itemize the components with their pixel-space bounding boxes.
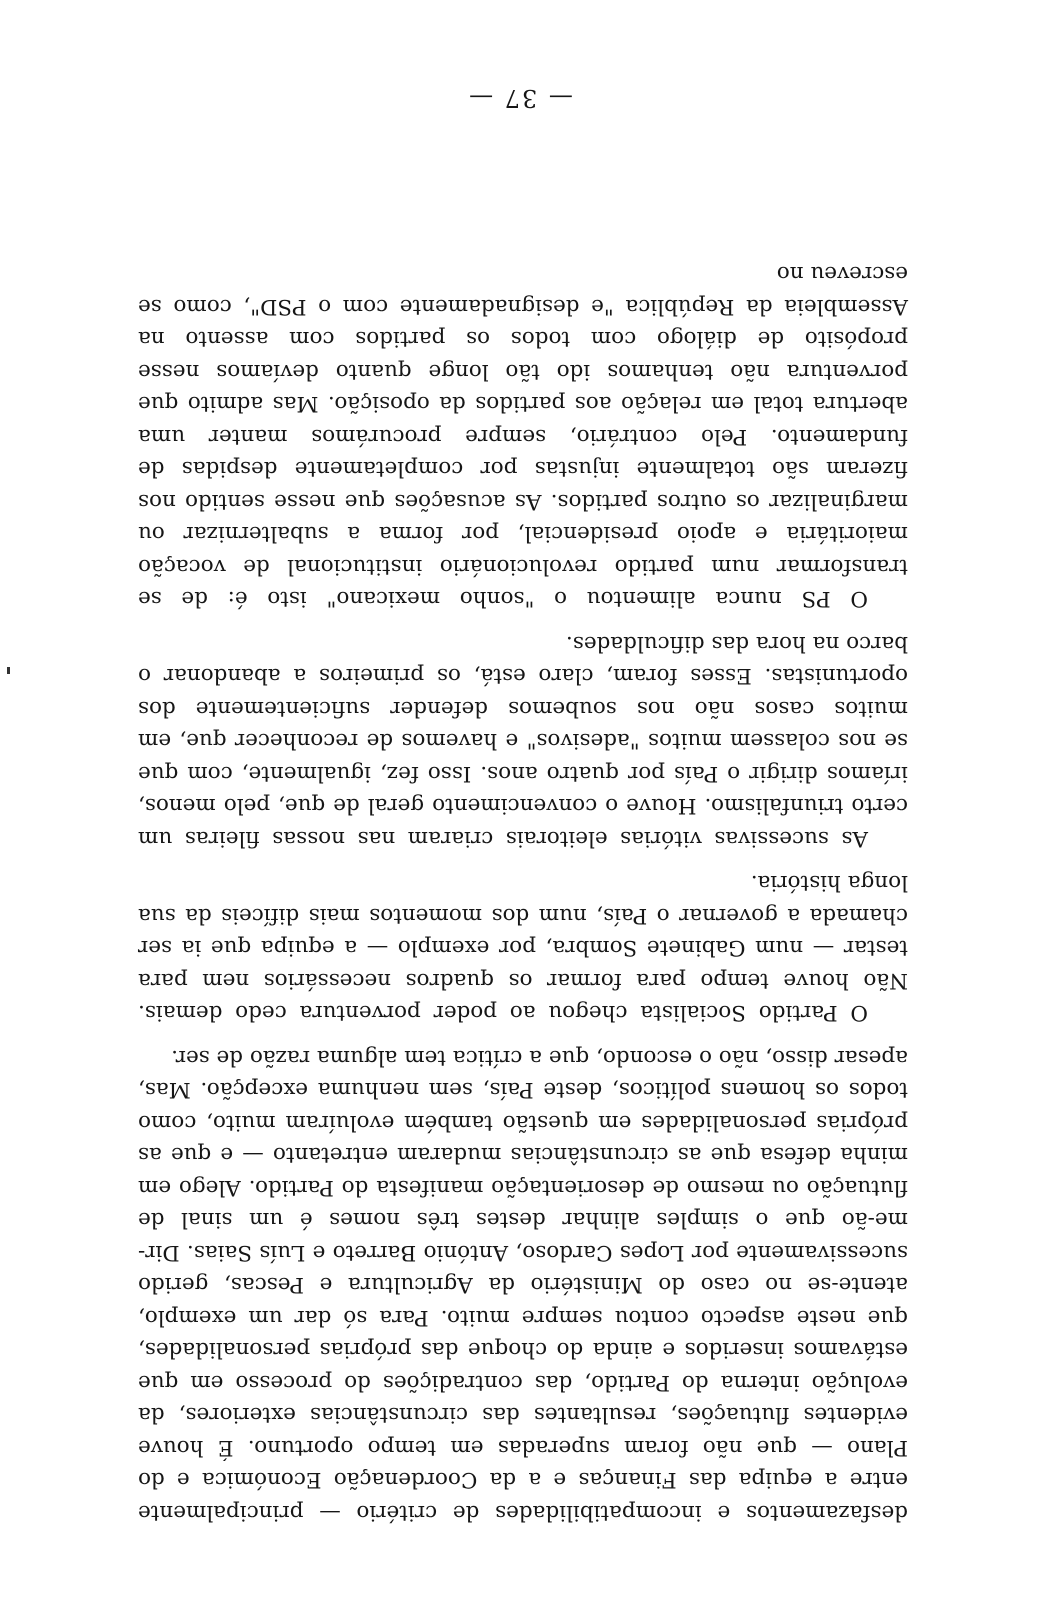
paragraph-2: O Partido Socialista chegou ao poder porventura cedo demais. Não houve tempo para formar os quadros necessários nem para testar — num Gabinete Sombra, por exemplo — a equipa que ia ser chamada a governar o País, num dos momentos mais difíceis da sua longa história. — [138, 870, 908, 1026]
paragraph-1: desfazamentos e incompatibilidades de critério — principalmente entre a equipa das Finanças e a da Coordenação Económica e do Plano — que não foram superadas em tempo oportuno. É houve evidentes flutuações, resultantes das circunstâncias exteriores, da evolução interna do Partido, das contradições do processo em que estávamos inseridos e ainda do choque das próprias personalidades, que neste aspecto contou sempre muito. Para só dar um exemplo, atente-se no caso do Ministério da Agricultura e Pescas, gerido sucessivamente por Lopes Cardoso, António Barreto e Luís Saias. Dir-me-ão que o simples alinhar destes três nomes é um sinal de flutuação ou mesmo de desorientação manifesta do Partido. Alego em minha defesa que as circunstâncias mudaram entretanto — e que as próprias personalidades em questão também evoluíram muito, como todos os homens políticos, deste País, sem nenhuma excepção. Mas, apesar disso, não o escondo, que a crítica tem alguma razão de ser. — [138, 1045, 908, 1525]
scan-speck — [7, 667, 10, 674]
page-number: — 37 — — [467, 84, 573, 112]
paragraph-4: O PS nunca alimentou o "sonho mexicano" isto é: de se transformar num partido revolucionário institucional de vocação maioritária e apoio presidencial, por forma a subalternizar ou marginalizar os outros partidos. As acusações que nesse sentido nos fizeram são totalmente injustas por completamente despidas de fundamento. Pelo contrário, sempre procurámos manter uma abertura total em relação aos partidos da oposição. Mas admito que porventura não tenhamos ido tão longe quanto devíamos nesse propósito de diálogo com todos os partidos com assento na Assembleia da República "e designadamente com o PSD", como se escreveu no — [138, 261, 908, 612]
body-text — [138, 257, 908, 1528]
paragraph-3: As sucessivas vitórias eleitorais criaram nas nossas fileiras um certo triunfalismo. Houve o convencimento geral de que, pelo menos, iríamos dirigir o País por quatro anos. Isso fez, igualmente, com que se nos colassem muitos "adesivos" e havemos de reconhecer que, em muitos casos não nos soubemos defender suficientemente dos oportunistas. Esses foram, claro está, os primeiros a abandonar o barco na hora das dificuldades. — [138, 631, 908, 851]
